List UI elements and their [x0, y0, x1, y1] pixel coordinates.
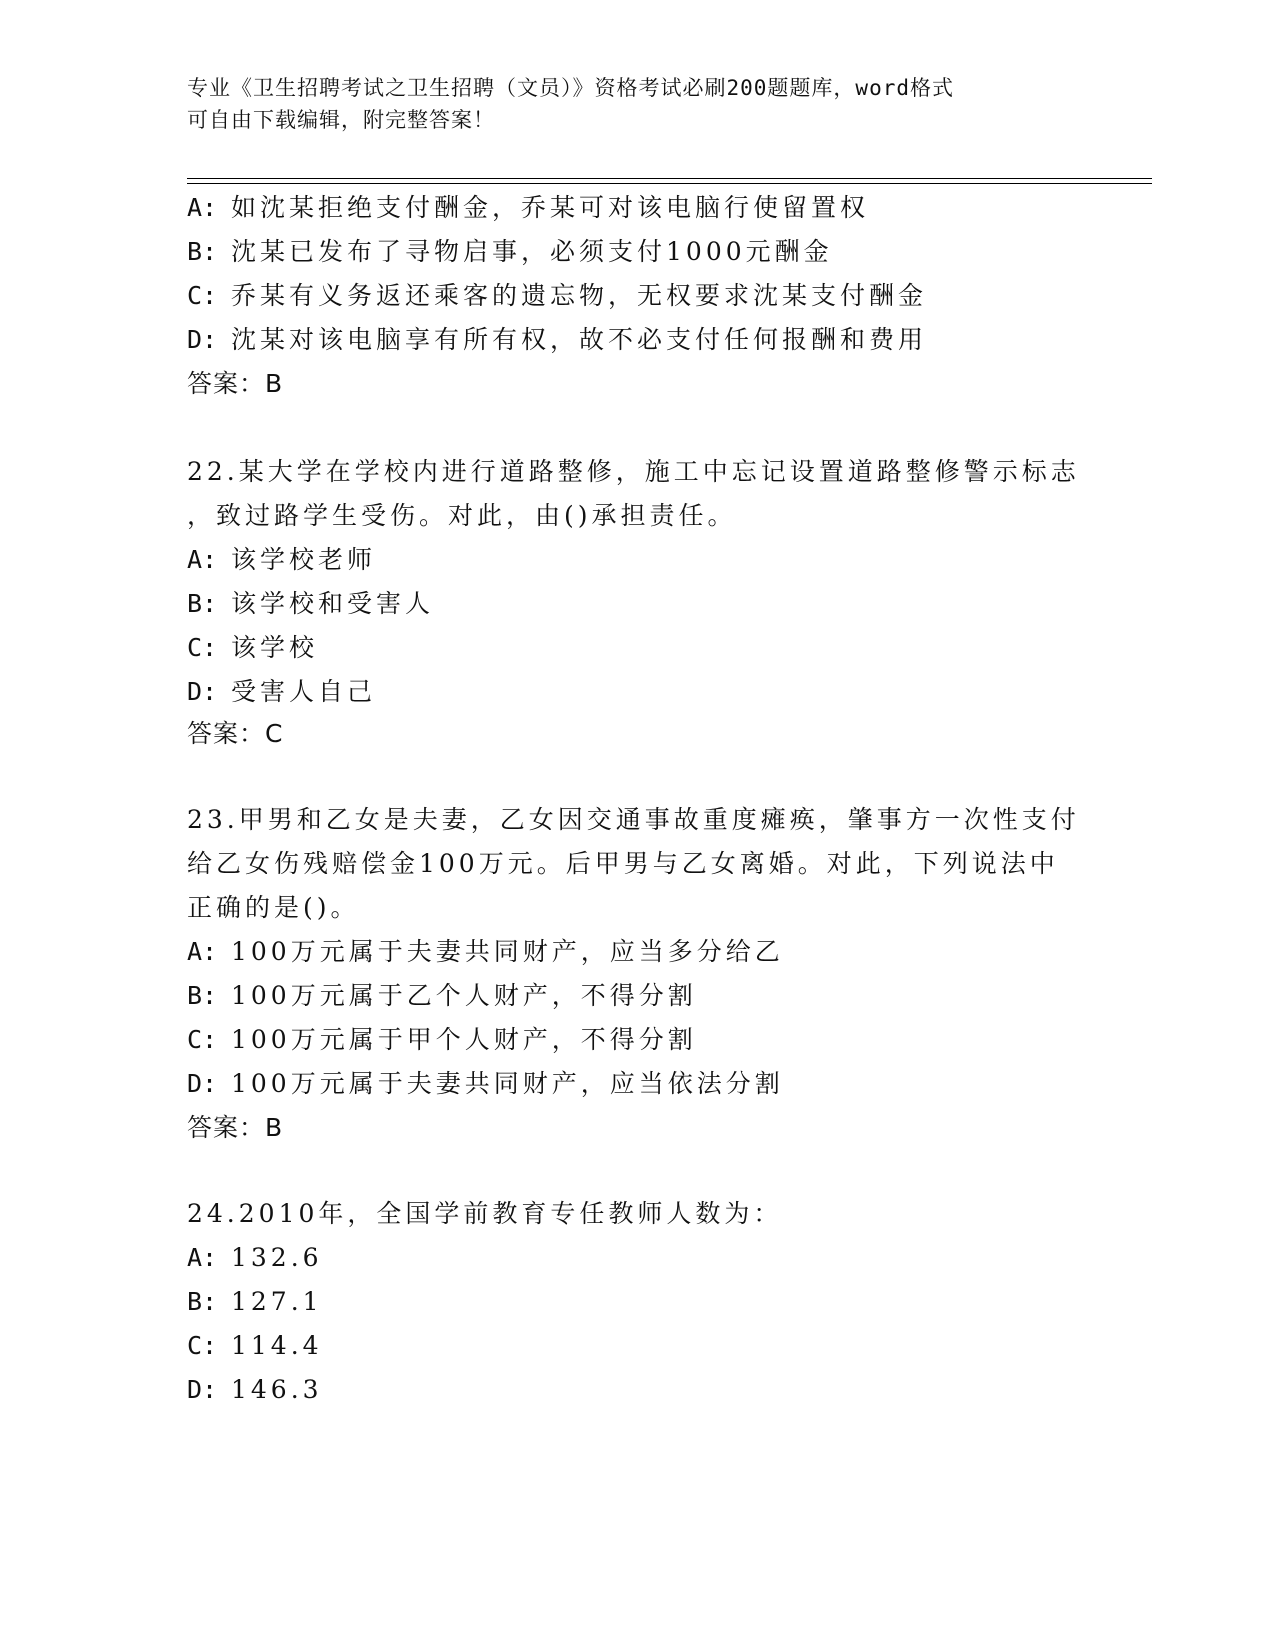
q23-answer: 答案：B — [187, 1113, 284, 1142]
option-text: 100万元属于甲个人财产，不得分割 — [231, 1025, 697, 1054]
q22-option-a — [187, 545, 376, 575]
option-letter: C: — [187, 633, 218, 662]
q23-option-c — [187, 1025, 697, 1055]
option-text: 沈某已发布了寻物启事，必须支付1000元酬金 — [231, 237, 833, 266]
q22-stem-line-2: ，致过路学生受伤。对此，由()承担责任。 — [187, 501, 737, 530]
q22-stem-line-1: 22.某大学在学校内进行道路整修，施工中忘记设置道路整修警示标志 — [187, 457, 1080, 486]
q23-stem-line-1: 23.甲男和乙女是夫妻，乙女因交通事故重度瘫痪，肇事方一次性支付 — [187, 805, 1080, 834]
q22-option-c — [187, 633, 318, 663]
header-line-1: 专业《卫生招聘考试之卫生招聘（文员）》资格考试必刷200题题库，word格式 — [187, 76, 954, 100]
option-text: 该学校 — [231, 633, 319, 662]
q23-option-a — [187, 937, 784, 967]
option-text: 该学校老师 — [231, 545, 377, 574]
header-divider-bottom — [187, 183, 1152, 184]
option-letter: B: — [187, 589, 218, 618]
option-text: 127.1 — [231, 1287, 323, 1316]
q24-option-c — [187, 1331, 323, 1361]
option-letter: D: — [187, 1069, 218, 1098]
header-divider-top — [187, 178, 1152, 179]
option-letter: A: — [187, 937, 218, 966]
q22-option-d — [187, 677, 376, 707]
q24-option-a — [187, 1243, 323, 1273]
q24-option-b — [187, 1287, 323, 1317]
option-letter: A: — [187, 1243, 218, 1272]
option-text: 受害人自己 — [231, 677, 377, 706]
option-text: 如沈某拒绝支付酬金，乔某可对该电脑行使留置权 — [231, 193, 870, 222]
option-letter: C: — [187, 1025, 218, 1054]
q22-answer: 答案：C — [187, 719, 284, 748]
option-text: 146.3 — [231, 1375, 323, 1404]
option-letter: C: — [187, 281, 218, 310]
q21-answer: 答案：B — [187, 369, 284, 398]
document-header — [187, 72, 1087, 136]
option-letter: D: — [187, 325, 218, 354]
q21-option-c — [187, 281, 927, 311]
q21-option-d — [187, 325, 927, 355]
header-line-2: 可自由下载编辑，附完整答案！ — [187, 108, 495, 132]
q23-option-b — [187, 981, 697, 1011]
option-text: 该学校和受害人 — [231, 589, 435, 618]
option-text: 100万元属于夫妻共同财产，应当多分给乙 — [231, 937, 784, 966]
q24-option-d — [187, 1375, 323, 1405]
q23-stem-line-3: 正确的是()。 — [187, 893, 360, 922]
q23-option-d — [187, 1069, 784, 1099]
option-letter: B: — [187, 981, 218, 1010]
option-text: 114.4 — [231, 1331, 323, 1360]
option-letter: A: — [187, 193, 218, 222]
option-text: 100万元属于夫妻共同财产，应当依法分割 — [231, 1069, 784, 1098]
option-text: 132.6 — [231, 1243, 323, 1272]
q24-stem-line-1: 24.2010年，全国学前教育专任教师人数为： — [187, 1199, 783, 1228]
option-letter: D: — [187, 1375, 218, 1404]
option-letter: C: — [187, 1331, 218, 1360]
option-letter: D: — [187, 677, 218, 706]
option-text: 乔某有义务返还乘客的遗忘物，无权要求沈某支付酬金 — [231, 281, 928, 310]
q22-option-b — [187, 589, 434, 619]
option-text: 100万元属于乙个人财产，不得分割 — [231, 981, 697, 1010]
option-letter: B: — [187, 1287, 218, 1316]
q21-option-b — [187, 237, 833, 267]
q21-option-a — [187, 193, 869, 223]
option-letter: B: — [187, 237, 218, 266]
option-letter: A: — [187, 545, 218, 574]
option-text: 沈某对该电脑享有所有权，故不必支付任何报酬和费用 — [231, 325, 928, 354]
q23-stem-line-2: 给乙女伤残赔偿金100万元。后甲男与乙女离婚。对此，下列说法中 — [187, 849, 1059, 878]
